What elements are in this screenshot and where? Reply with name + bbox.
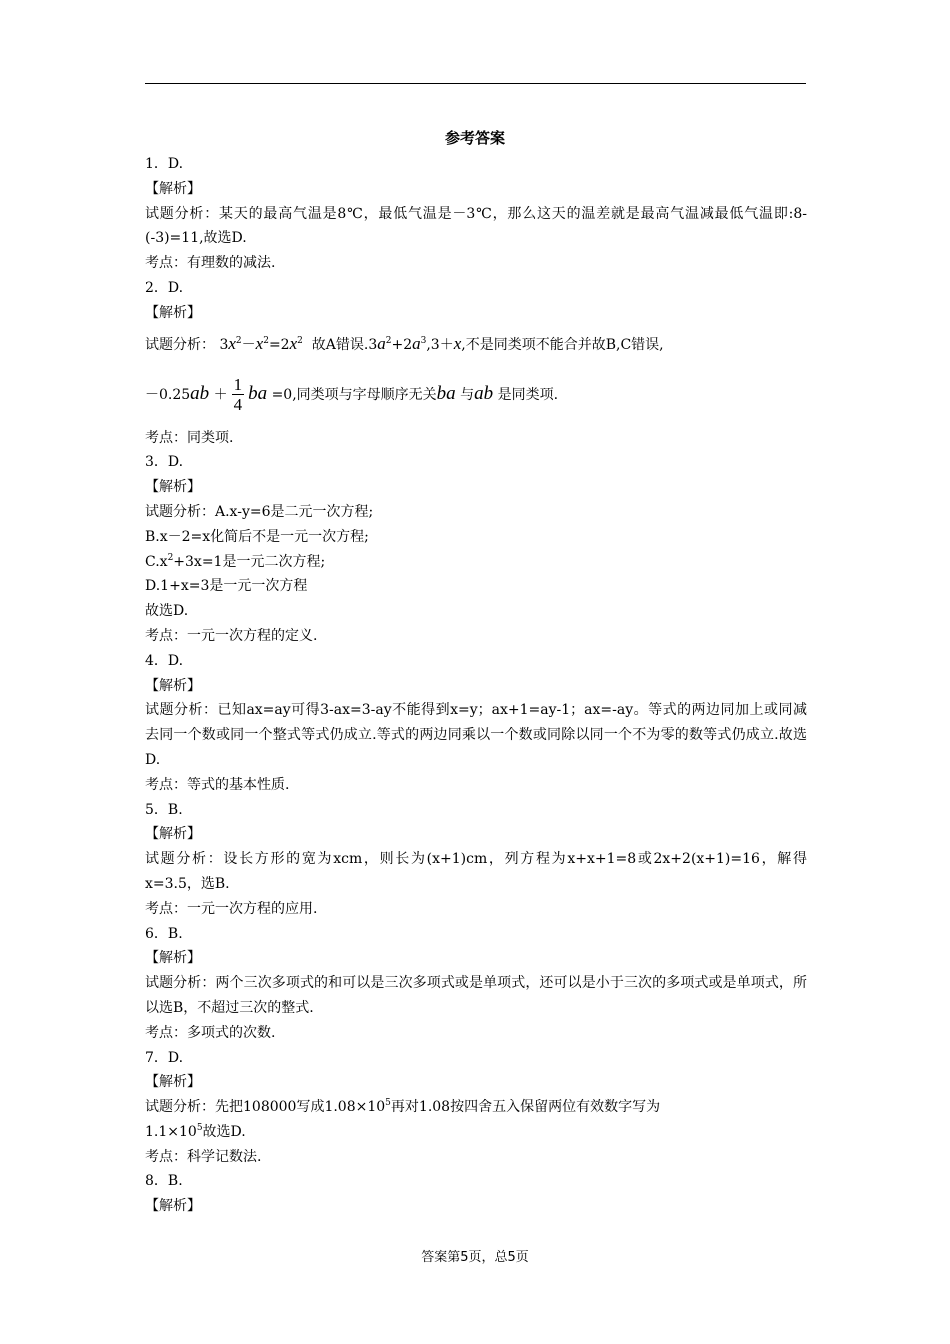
q8-answer: 8．B.	[145, 1173, 183, 1190]
q2-analysis-line2	[145, 362, 807, 426]
page-footer: 答案第5页，总5页	[421, 1250, 529, 1265]
q7-l1a: 试题分析：先把108000写成1.08×10	[145, 1099, 386, 1116]
page-title: 参考答案	[444, 129, 505, 147]
q2-b-ab1: ab	[190, 382, 210, 404]
q3-line-c	[145, 550, 807, 575]
q3-tag: 【解析】	[145, 479, 201, 496]
q7-analysis-line1	[145, 1095, 807, 1120]
q2-t2: =2	[268, 336, 290, 353]
q2-tag: 【解析】	[145, 304, 201, 321]
q2-t5: +2	[391, 336, 413, 353]
q7-l2b: 故选D.	[202, 1123, 246, 1140]
q7-l2a: 1.1×10	[145, 1123, 197, 1140]
q2-x2: x	[255, 333, 264, 353]
q2-b-ab2: ab	[474, 382, 494, 404]
q3-line-c-sup: 2	[167, 552, 174, 563]
q2-fraction	[232, 375, 245, 414]
q2-b-t1: －0.25	[145, 386, 191, 403]
q2-b-plus: ＋	[213, 386, 228, 403]
q2-x4: x	[453, 333, 462, 353]
q2-a1: a	[377, 333, 386, 353]
q2-t3: 故A错误.	[311, 336, 369, 353]
q2-e5: 3	[420, 335, 427, 346]
q3-line-d: D.1+x=3是一元一次方程	[145, 578, 308, 595]
q2-b-t3: 与	[460, 386, 475, 403]
q2-b-ba1: ba	[248, 382, 268, 404]
q3-answer: 3．D.	[145, 454, 184, 471]
q2-answer: 2．D.	[145, 279, 184, 296]
q7-l1b: 再对1.08按四舍五入保留两位有效数字写为	[390, 1099, 661, 1116]
q2-t6: ,3＋	[426, 336, 454, 353]
q2-a2: a	[412, 333, 421, 353]
q3-point: 考点：一元一次方程的定义.	[145, 627, 318, 644]
q4-point: 考点：等式的基本性质.	[145, 776, 290, 793]
q4-answer: 4．D.	[145, 652, 184, 669]
q5-analysis: 试题分析：设长方形的宽为xcm，则长为(x+1)cm，列方程为x+x+1=8或2x+2(x+1)=16，解得x=3.5，选B.	[145, 851, 807, 892]
q2-e1: 2	[235, 335, 242, 346]
q2-minus: －	[241, 336, 256, 353]
q6-tag: 【解析】	[145, 950, 201, 967]
q1-answer: 1．D.	[145, 156, 184, 172]
q2-t4: 3	[368, 336, 378, 353]
q7-point: 考点：科学记数法.	[145, 1148, 262, 1165]
q6-analysis: 试题分析：两个三次多项式的和可以是三次多项式或是单项式，还可以是小于三次的多项式或是单项式，所以选B，不超过三次的整式.	[145, 975, 807, 1016]
q5-tag: 【解析】	[145, 826, 201, 843]
q2-fraction-den: 4	[233, 395, 243, 415]
q7-l2sup: 5	[196, 1122, 203, 1133]
q3-line-c-b: +3x=1是一元二次方程;	[173, 553, 326, 570]
q2-t7: ,不是同类项不能合并故B,C错误,	[461, 336, 664, 353]
q2-analysis-line1	[145, 326, 807, 362]
q7-tag: 【解析】	[145, 1074, 201, 1091]
q1-analysis: 试题分析：某天的最高气温是8℃，最低气温是－3℃，那么这天的温差就是最高气温减最低气温即:8-(-3)=11,故选D.	[145, 205, 807, 247]
q2-e3: 2	[297, 335, 303, 346]
q7-l1sup: 5	[385, 1098, 391, 1109]
q5-answer: 5．B.	[145, 801, 183, 818]
header-rule	[145, 83, 806, 84]
q2-b-t2: =0,同类项与字母顺序无关	[271, 386, 437, 403]
q2-t1: 3	[219, 336, 229, 353]
q6-point: 考点：多项式的次数.	[145, 1024, 276, 1041]
q2-b-t4: 是同类项.	[497, 386, 559, 403]
q2-b-ba2: ba	[436, 382, 456, 404]
q6-answer: 6．B.	[145, 925, 183, 942]
q2-e4: 2	[385, 335, 392, 346]
answer-content	[145, 152, 807, 1219]
q5-point: 考点：一元一次方程的应用.	[145, 900, 318, 917]
q7-analysis-line2	[145, 1120, 807, 1145]
q4-tag: 【解析】	[145, 677, 201, 694]
q3-line-a: 试题分析：A.x-y=6是二元一次方程;	[145, 503, 374, 520]
q3-line-e: 故选D.	[145, 603, 189, 620]
q3-line-b: B.x－2=x化简后不是一元一次方程;	[145, 528, 369, 545]
q7-answer: 7．D.	[145, 1049, 184, 1066]
q4-analysis: 试题分析：已知ax=ay可得3-ax=3-ay不能得到x=y；ax+1=ay-1；ax=-ay。等式的两边同加上或同减去同一个数或同一个整式等式仍成立.等式的两边同乘以一个数或同除以同一个不为零的数等式仍成立.故选D.	[145, 702, 807, 768]
q2-e2: 2	[263, 335, 269, 346]
q1-tag: 【解析】	[145, 180, 201, 197]
q2-point: 考点：同类项.	[145, 429, 234, 446]
q8-tag: 【解析】	[145, 1198, 201, 1215]
q2-x3: x	[289, 333, 298, 353]
q3-line-c-a: C.x	[145, 553, 168, 570]
q1-point: 考点：有理数的减法.	[145, 255, 276, 272]
q2-fraction-num: 1	[233, 375, 243, 395]
q2-lead: 试题分析：	[145, 336, 215, 353]
q2-x1: x	[228, 333, 236, 353]
